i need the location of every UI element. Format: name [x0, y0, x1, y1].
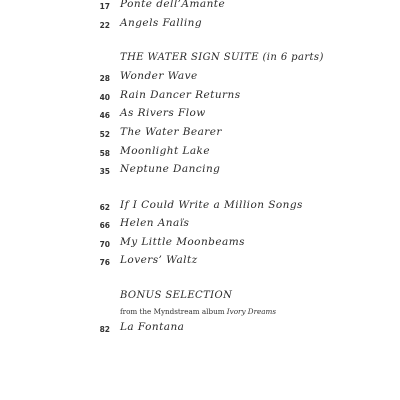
- song-title: Helen Anaïs: [120, 217, 190, 229]
- page-number: 40: [99, 93, 110, 102]
- song-title: La Fontana: [120, 321, 185, 333]
- toc-entry: [0, 217, 400, 233]
- toc-entry: [0, 321, 400, 337]
- toc-entry: [0, 254, 400, 270]
- page-number: 58: [99, 149, 110, 158]
- song-title: Rain Dancer Returns: [120, 89, 241, 101]
- song-title: As Rivers Flow: [120, 107, 206, 119]
- page-number: 17: [99, 2, 110, 11]
- page-number: 22: [99, 21, 110, 30]
- song-title: Angels Falling: [120, 17, 203, 29]
- page-number: 35: [99, 167, 110, 176]
- toc-entry: [0, 0, 400, 14]
- song-title: My Little Moonbeams: [120, 236, 245, 248]
- page-number: 62: [99, 203, 110, 212]
- album-note-prefix: from the Myndstream album: [120, 307, 227, 316]
- page-number: 28: [99, 74, 110, 83]
- toc-entry: [0, 199, 400, 215]
- page-number: 46: [99, 111, 110, 120]
- page-number: 52: [99, 130, 110, 139]
- toc-entry: [0, 145, 400, 161]
- section-heading-water-sign-suite: THE WATER SIGN SUITE (in 6 parts): [120, 52, 324, 63]
- song-title: The Water Bearer: [120, 126, 222, 138]
- album-note: [120, 307, 276, 316]
- page-number: 76: [99, 258, 110, 267]
- toc-entry: [0, 70, 400, 86]
- section-heading-bonus-selection: BONUS SELECTION: [120, 290, 233, 301]
- album-name: Ivory Dreams: [226, 307, 277, 316]
- toc-entry: [0, 236, 400, 252]
- song-title: Lovers’ Waltz: [120, 254, 198, 266]
- toc-entry: [0, 163, 400, 179]
- song-title: Wonder Wave: [120, 70, 198, 82]
- song-title: Neptune Dancing: [120, 163, 221, 175]
- toc-entry: [0, 107, 400, 123]
- song-title: Ponte dell’Amante: [120, 0, 226, 10]
- toc-entry: [0, 126, 400, 142]
- toc-entry: [0, 17, 400, 33]
- song-title: If I Could Write a Million Songs: [120, 199, 303, 211]
- song-title: Moonlight Lake: [120, 145, 211, 157]
- toc-entry: [0, 89, 400, 105]
- page-number: 82: [99, 325, 110, 334]
- page-number: 70: [99, 240, 110, 249]
- page-number: 66: [99, 221, 110, 230]
